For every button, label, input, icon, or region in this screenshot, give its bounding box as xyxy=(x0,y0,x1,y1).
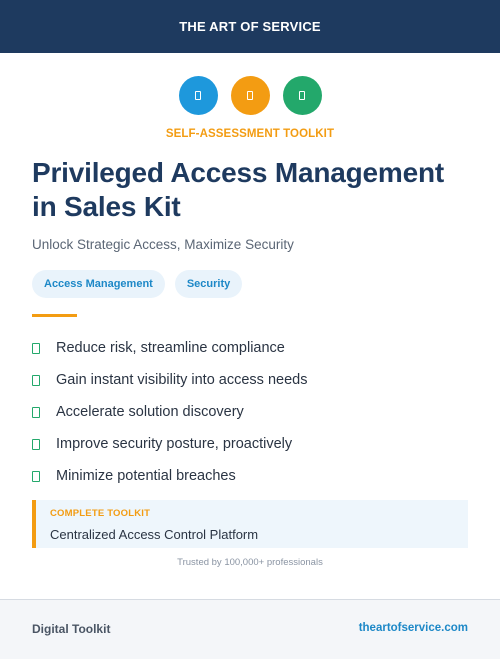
blue-icon xyxy=(179,76,218,115)
accent-divider xyxy=(32,314,77,317)
subtitle: Unlock Strategic Access, Maximize Security xyxy=(32,237,294,252)
feature-item xyxy=(32,332,307,364)
feature-item xyxy=(32,364,307,396)
website-link[interactable]: theartofservice.com xyxy=(358,622,468,634)
feature-text: Accelerate solution discovery xyxy=(56,404,244,420)
check-icon xyxy=(32,471,40,482)
check-icon xyxy=(32,375,40,386)
feature-item xyxy=(32,428,307,460)
feature-text: Reduce risk, streamline compliance xyxy=(56,340,285,356)
feature-text: Gain instant visibility into access needs xyxy=(56,372,308,388)
feature-item xyxy=(32,460,307,492)
check-icon xyxy=(32,343,40,354)
callout-label: COMPLETE TOOLKIT xyxy=(50,508,151,519)
feature-text: Improve security posture, proactively xyxy=(56,436,293,452)
complete-toolkit-callout xyxy=(32,500,468,548)
tag-list xyxy=(32,270,242,298)
feature-text: Minimize potential breaches xyxy=(56,468,236,484)
orange-icon xyxy=(231,76,270,115)
brand-name: THE ART OF SERVICE xyxy=(179,19,321,34)
green-icon xyxy=(283,76,322,115)
feature-item xyxy=(32,396,307,428)
icon-row xyxy=(0,76,500,115)
check-icon xyxy=(32,407,40,418)
page-title: Privileged Access Management in Sales Kit xyxy=(32,157,444,222)
tag-security: Security xyxy=(175,270,242,298)
feature-list xyxy=(32,332,307,492)
callout-value: Centralized Access Control Platform xyxy=(50,527,259,542)
toolkit-kicker: SELF-ASSESSMENT TOOLKIT xyxy=(165,128,335,140)
footer-label: Digital Toolkit xyxy=(32,622,111,636)
check-icon xyxy=(32,439,40,450)
tag-access-management: Access Management xyxy=(32,270,165,298)
top-banner xyxy=(0,0,500,53)
footer xyxy=(0,599,500,659)
trusted-note: Trusted by 100,000+ professionals xyxy=(177,557,323,568)
